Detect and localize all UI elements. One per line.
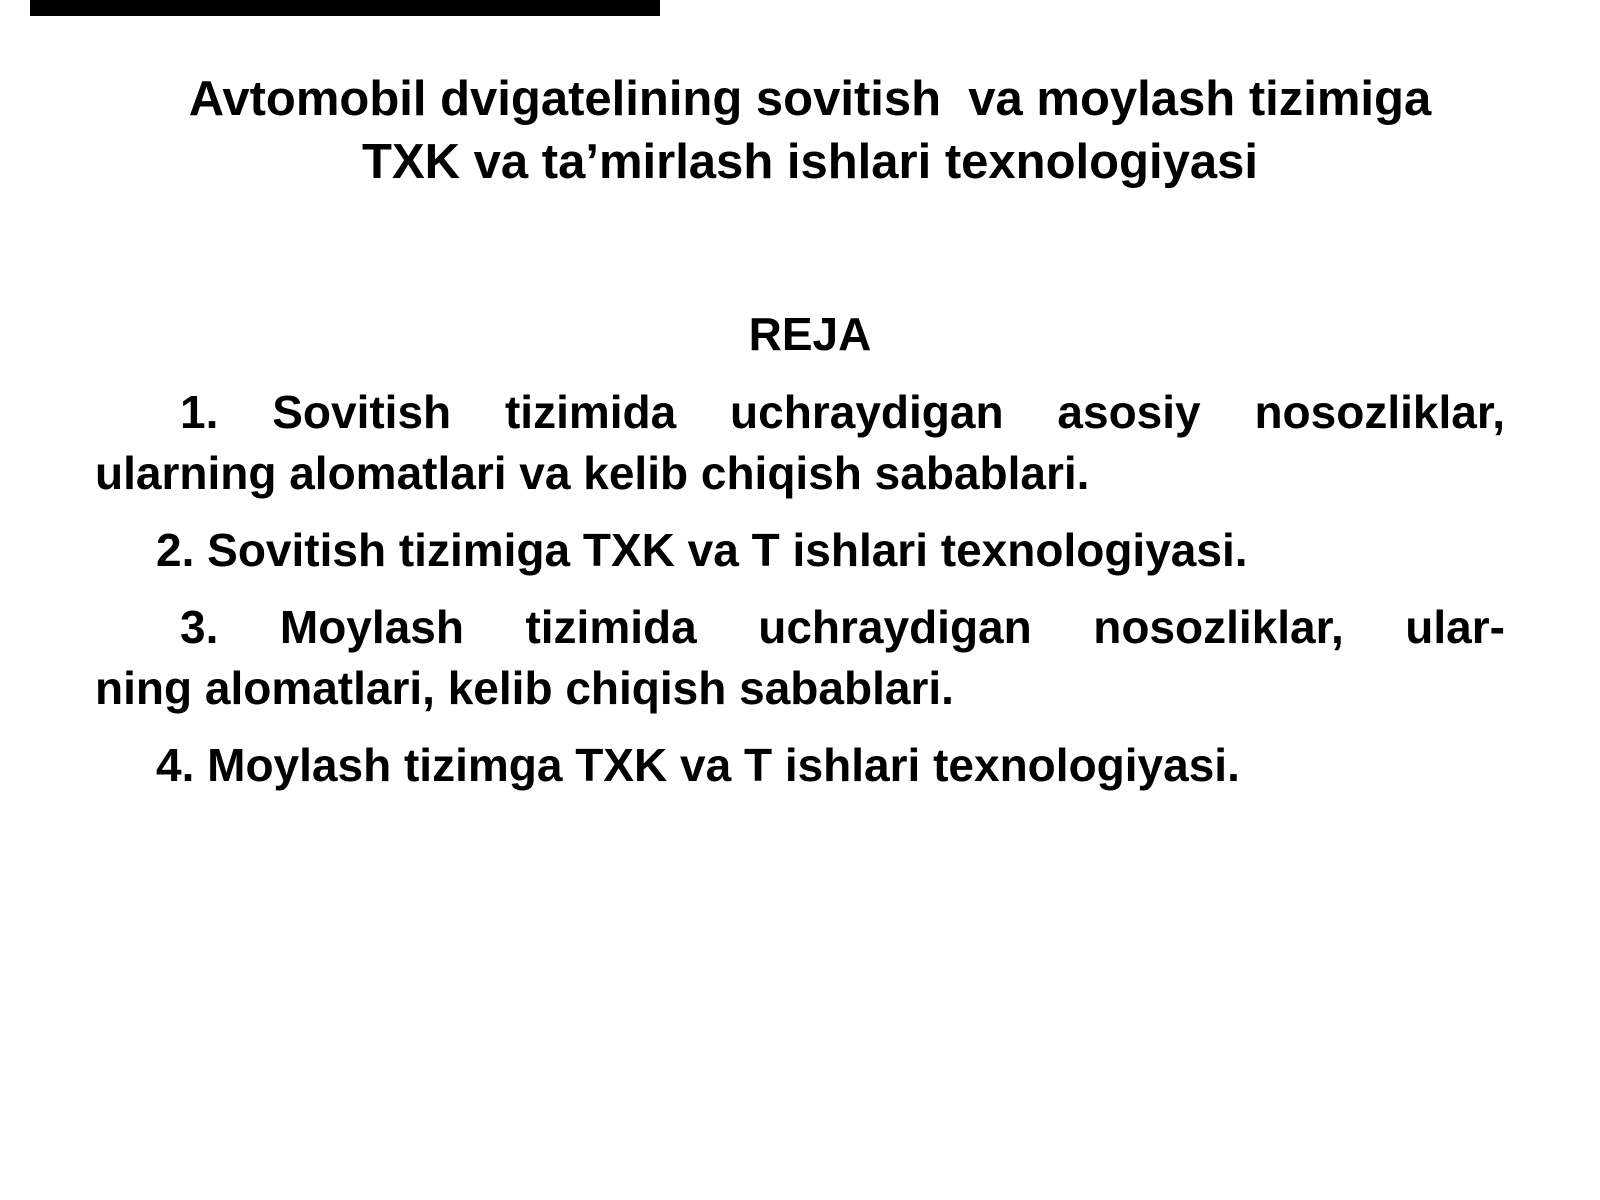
slide-title-line-2: TXK va ta’mirlash ishlari texnologiyasi [362,135,1258,189]
plan-item-line: ularning alomatlari va kelib chiqish sabablari. [95,447,1090,499]
plan-item [95,520,1505,581]
plan-item-line: 1. Sovitish tizimida uchraydigan asosiy nosozliklar, [180,386,1505,438]
plan-item-line: ning alomatlari, kelib chiqish sabablari. [95,662,954,714]
plan-heading: REJA [748,308,872,360]
slide-title-line-1: Avtomobil dvigatelining sovitish va moylash tizimiga [188,72,1432,126]
plan-item [95,735,1505,796]
plan-item [95,597,1505,719]
plan-item [95,382,1505,504]
slide-title [95,68,1505,194]
slide-content [95,68,1505,796]
top-black-bar [30,0,660,16]
plan-items [95,382,1505,796]
plan-item-line: 3. Moylash tizimida uchraydigan nosozliklar, ular- [180,601,1505,653]
plan-item-line: 2. Sovitish tizimiga TXK va T ishlari texnologiyasi. [156,524,1248,576]
plan-item-line: 4. Moylash tizimga TXK va T ishlari texnologiyasi. [156,739,1240,791]
